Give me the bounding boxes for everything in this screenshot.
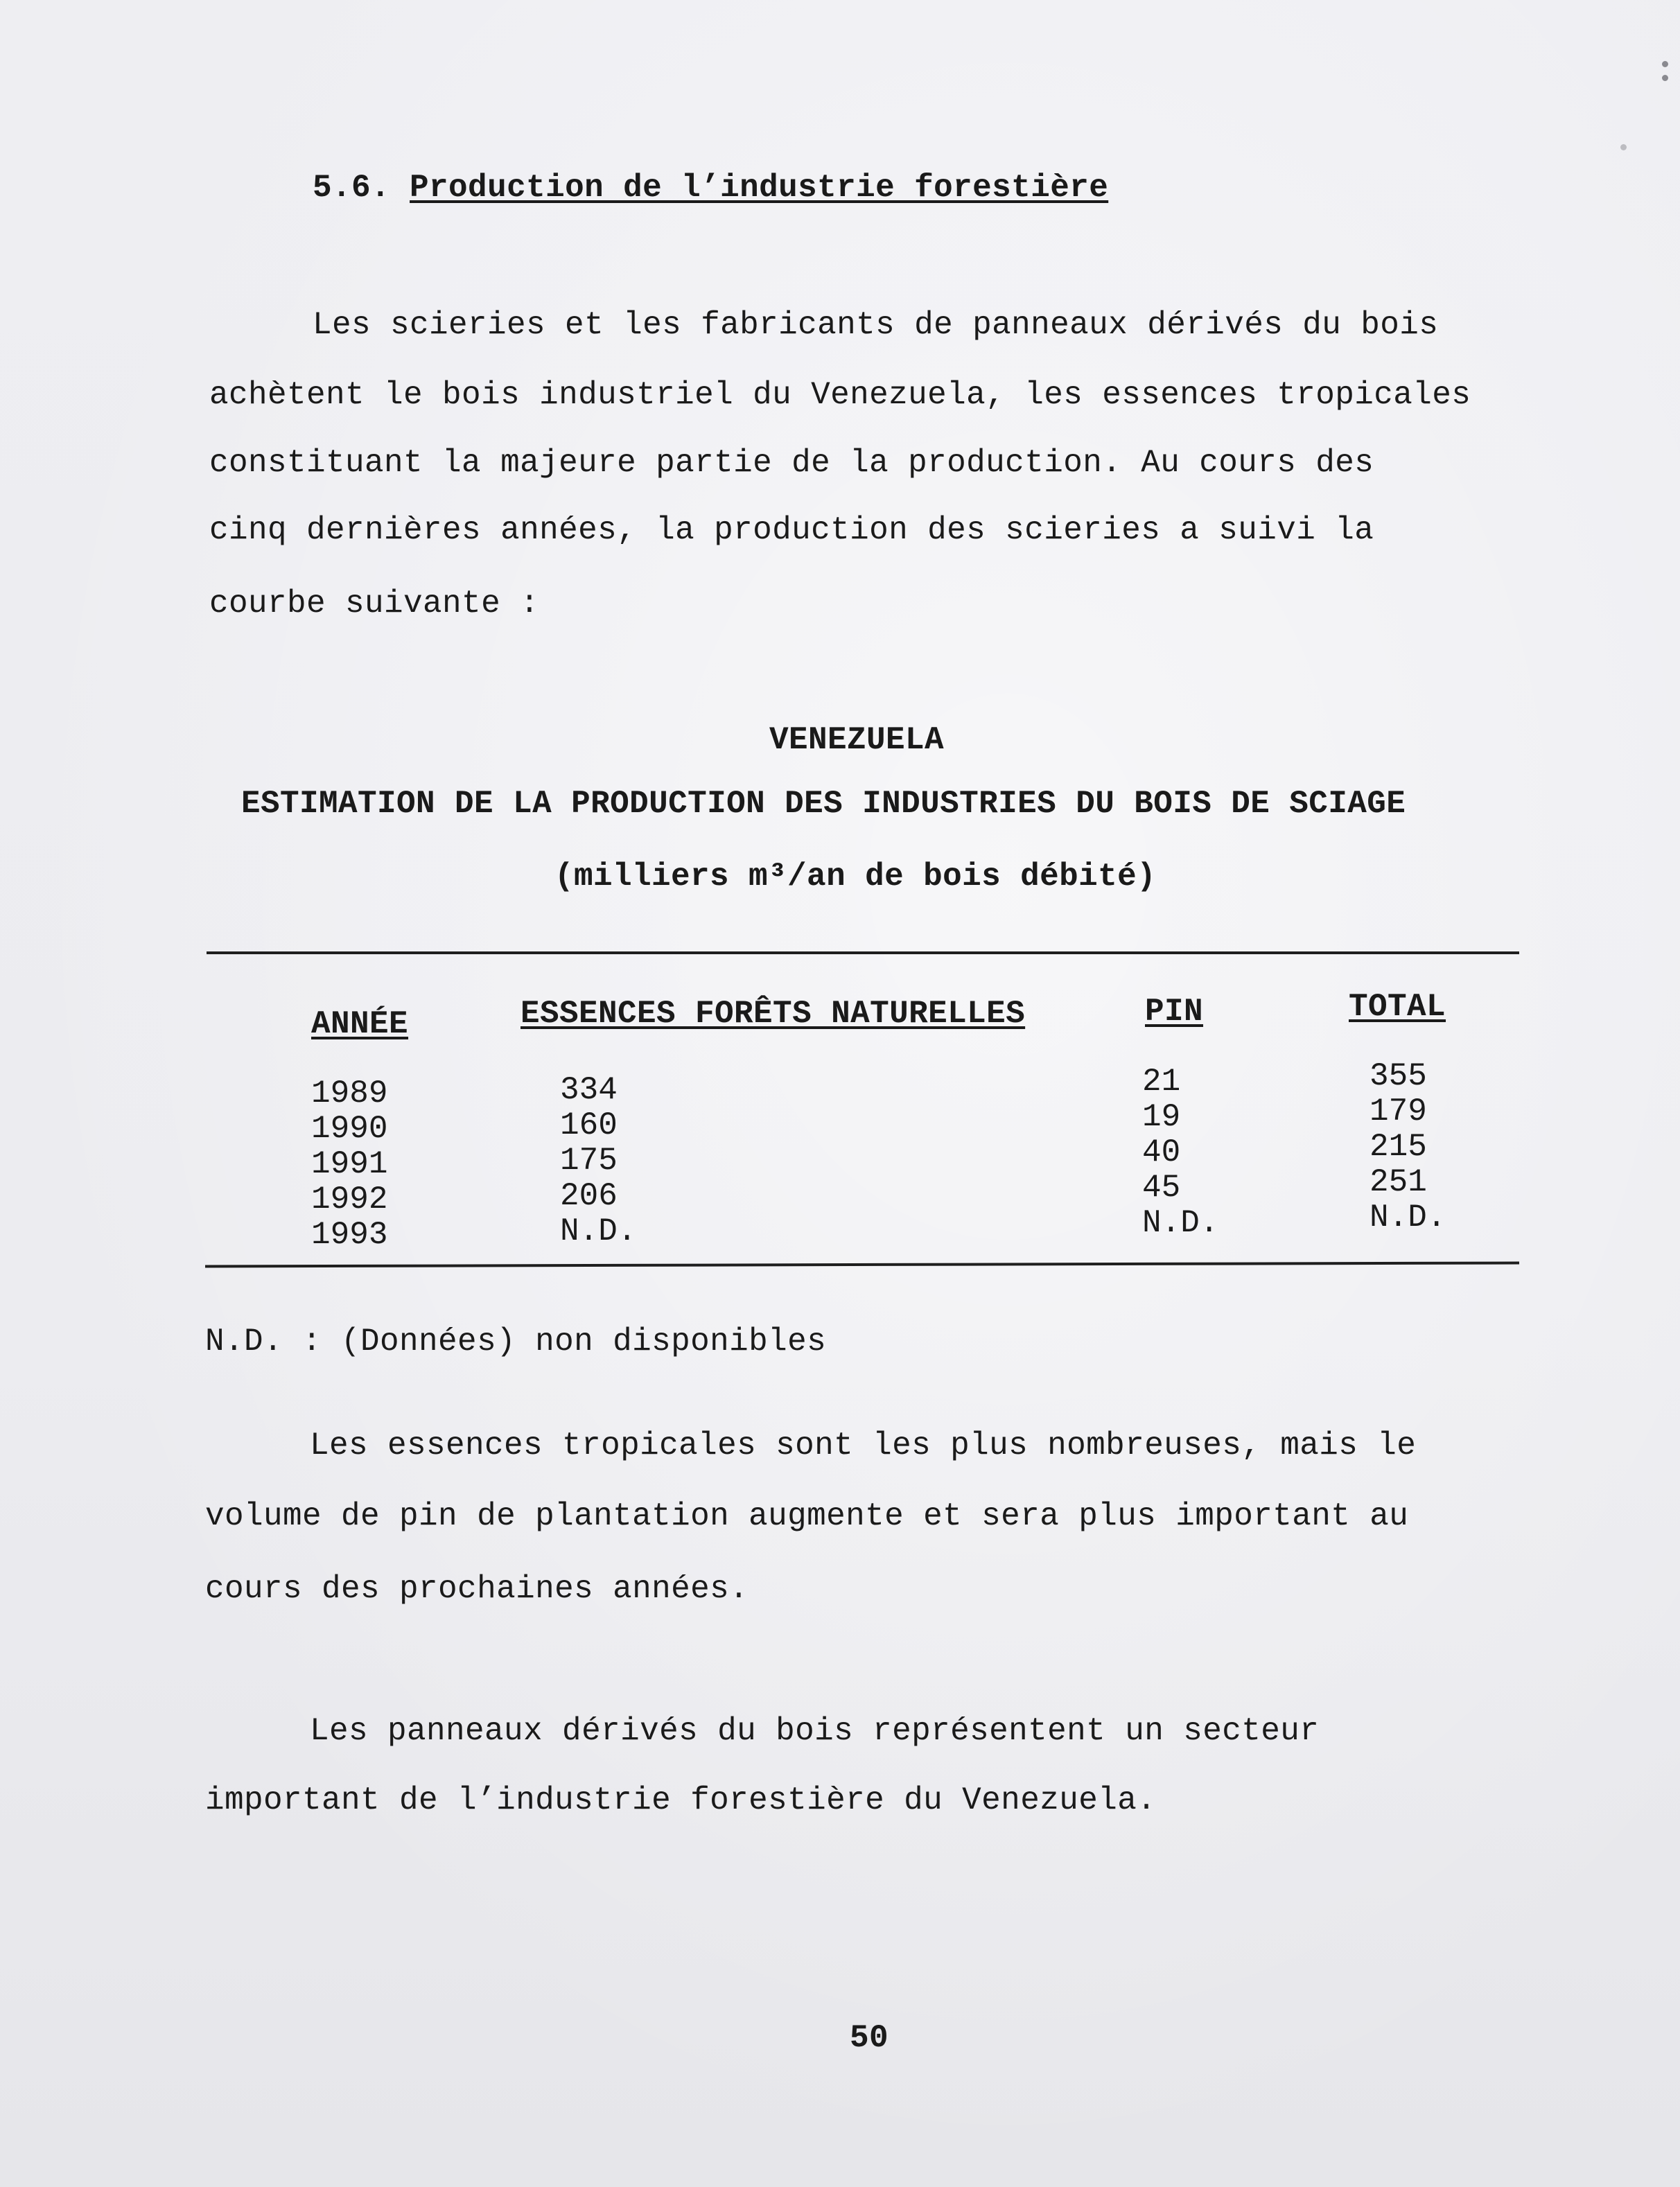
cell-total: 355 bbox=[1370, 1058, 1427, 1094]
table-country: VENEZUELA bbox=[769, 722, 945, 758]
col-header-total: TOTAL bbox=[1349, 989, 1446, 1025]
paragraph-3-line-1: Les panneaux dérivés du bois représentent un secteur bbox=[310, 1713, 1320, 1749]
table-top-rule bbox=[207, 951, 1519, 954]
paragraph-1-line-1: Les scieries et les fabricants de panneaux dérivés du bois bbox=[313, 307, 1439, 343]
paragraph-1-line-4: cinq dernières années, la production des scieries a suivi la bbox=[209, 512, 1374, 548]
cell-total: 179 bbox=[1370, 1094, 1427, 1130]
cell-total: 251 bbox=[1370, 1164, 1427, 1200]
col-header-pine: PIN bbox=[1145, 994, 1204, 1030]
cell-pine: N.D. bbox=[1142, 1205, 1219, 1241]
cell-natural: 160 bbox=[560, 1107, 618, 1143]
cell-natural: N.D. bbox=[560, 1213, 637, 1249]
cell-natural: 334 bbox=[560, 1072, 618, 1108]
cell-natural: 206 bbox=[560, 1178, 618, 1214]
cell-pine: 19 bbox=[1142, 1099, 1181, 1135]
scan-speck bbox=[1662, 75, 1668, 81]
column-pine bbox=[1142, 1064, 1218, 1241]
paragraph-2-line-1: Les essences tropicales sont les plus nombreuses, mais le bbox=[310, 1428, 1417, 1464]
scan-speck bbox=[1662, 61, 1668, 67]
cell-year: 1989 bbox=[311, 1075, 388, 1112]
scan-speck bbox=[1620, 144, 1627, 150]
section-title: Production de l’industrie forestière bbox=[410, 170, 1109, 206]
cell-natural: 175 bbox=[560, 1143, 618, 1179]
paragraph-1-line-2: achètent le bois industriel du Venezuela, les essences tropicales bbox=[209, 377, 1471, 413]
column-natural bbox=[560, 1073, 636, 1249]
page-number: 50 bbox=[850, 2020, 889, 2056]
column-total bbox=[1370, 1059, 1446, 1236]
cell-pine: 45 bbox=[1142, 1170, 1181, 1206]
table-heading: ESTIMATION DE LA PRODUCTION DES INDUSTRIES DU BOIS DE SCIAGE bbox=[241, 786, 1406, 822]
paragraph-2-line-3: cours des prochaines années. bbox=[205, 1571, 749, 1607]
paragraph-3-line-2: important de l’industrie forestière du Venezuela. bbox=[205, 1782, 1157, 1818]
column-year bbox=[311, 1076, 387, 1253]
cell-year: 1992 bbox=[311, 1182, 388, 1218]
table-bottom-rule bbox=[205, 1262, 1519, 1268]
cell-pine: 21 bbox=[1142, 1064, 1181, 1100]
table-footnote: N.D. : (Données) non disponibles bbox=[205, 1324, 827, 1360]
section-heading bbox=[313, 172, 1108, 204]
section-number: 5.6. bbox=[313, 170, 391, 206]
cell-pine: 40 bbox=[1142, 1134, 1181, 1170]
cell-year: 1993 bbox=[311, 1217, 388, 1253]
col-header-natural: ESSENCES FORÊTS NATURELLES bbox=[520, 996, 1026, 1032]
cell-total: N.D. bbox=[1370, 1200, 1446, 1236]
cell-year: 1990 bbox=[311, 1111, 388, 1147]
cell-year: 1991 bbox=[311, 1146, 388, 1182]
paragraph-2-line-2: volume de pin de plantation augmente et sera plus important au bbox=[205, 1498, 1409, 1534]
cell-total: 215 bbox=[1370, 1129, 1427, 1165]
paragraph-1-line-3: constituant la majeure partie de la production. Au cours des bbox=[209, 445, 1374, 481]
col-header-year: ANNÉE bbox=[311, 1006, 409, 1042]
paragraph-1-line-5: courbe suivante : bbox=[209, 586, 540, 622]
table-unit: (milliers m³/an de bois débité) bbox=[554, 859, 1157, 895]
